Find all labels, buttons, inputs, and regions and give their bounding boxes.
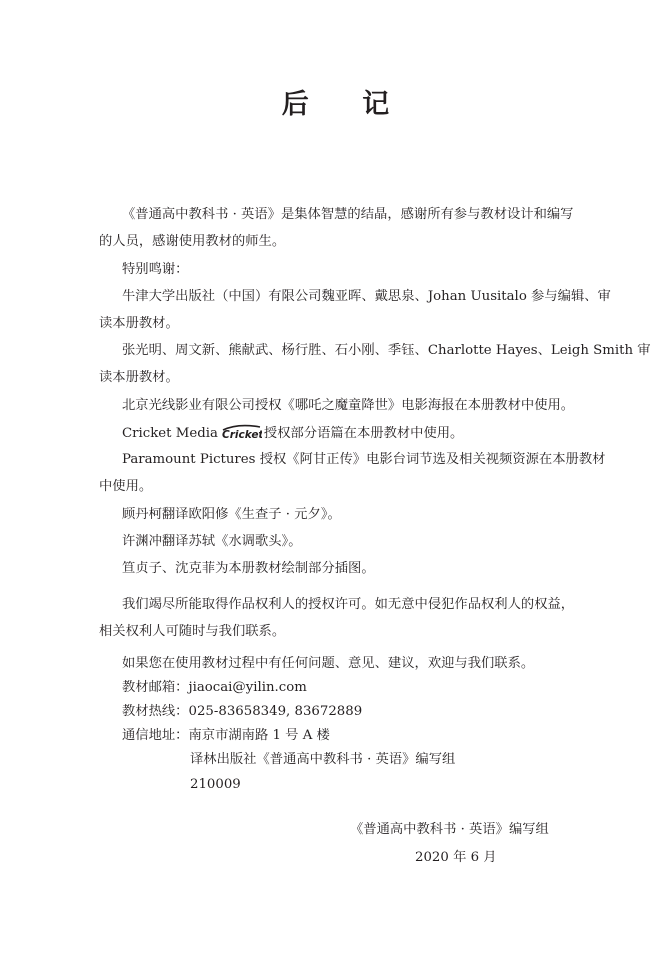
thanks1-line1: 牛津大学出版社（中国）有限公司魏亚晖、戴思泉、Johan Uusitalo 参与编辑、审 <box>122 289 611 304</box>
thanks1-line2: 读本册教材。 <box>99 316 179 331</box>
svg-text:Cricket: Cricket <box>221 429 262 440</box>
thanks8: 笪贞子、沈克菲为本册教材绘制部分插图。 <box>122 561 375 576</box>
contact-address-line2: 译林出版社《普通高中教科书 · 英语》编写组 <box>190 752 456 767</box>
thanks4-text: 授权部分语篇在本册教材中使用。 <box>263 426 464 441</box>
date: 2020 年 6 月 <box>415 850 497 865</box>
thanks2-line1: 张光明、周文新、熊献武、杨行胜、石小刚、季钰、Charlotte Hayes、Leigh Smith 审 <box>122 343 651 358</box>
thanks4 <box>122 424 463 446</box>
contact-email: 教材邮箱：jiaocai@yilin.com <box>122 680 307 695</box>
page-title: 后 记 <box>281 89 412 120</box>
thanks7: 许渊冲翻译苏轼《水调歌头》。 <box>122 534 302 549</box>
thanks4-company: Cricket Media <box>122 426 218 441</box>
rights-line2: 相关权利人可随时与我们联系。 <box>99 624 286 639</box>
cricket-logo <box>220 424 262 446</box>
thanks5-line1: Paramount Pictures 授权《阿甘正传》电影台词节选及相关视频资源在本册教材 <box>122 452 606 467</box>
special-thanks-heading: 特别鸣谢： <box>122 262 189 277</box>
thanks3: 北京光线影业有限公司授权《哪吒之魔童降世》电影海报在本册教材中使用。 <box>122 398 575 413</box>
para1-line2: 的人员，感谢使用教材的师生。 <box>99 234 286 249</box>
signature: 《普通高中教科书 · 英语》编写组 <box>350 822 549 837</box>
para1-line1: 《普通高中教科书 · 英语》是集体智慧的结晶，感谢所有参与教材设计和编写 <box>122 207 574 222</box>
thanks2-line2: 读本册教材。 <box>99 370 179 385</box>
contact-address: 通信地址：南京市湖南路 1 号 A 楼 <box>122 728 330 743</box>
contact-postcode: 210009 <box>190 777 241 792</box>
contact-hotline: 教材热线：025-83658349, 83672889 <box>122 704 363 719</box>
contact-intro: 如果您在使用教材过程中有任何问题、意见、建议，欢迎与我们联系。 <box>122 656 535 671</box>
thanks5-line2: 中使用。 <box>99 479 153 494</box>
rights-line1: 我们竭尽所能取得作品权利人的授权许可。如无意中侵犯作品权利人的权益， <box>122 597 575 612</box>
thanks6: 顾丹柯翻译欧阳修《生查子 · 元夕》。 <box>122 507 341 522</box>
